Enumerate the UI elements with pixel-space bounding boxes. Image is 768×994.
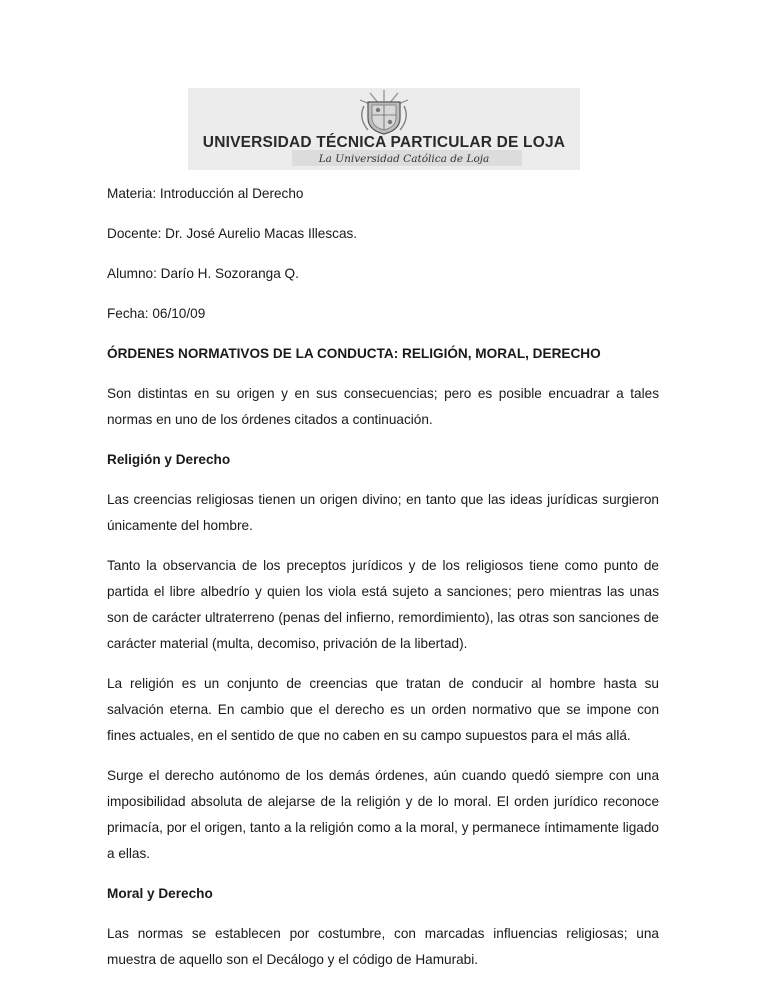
subject-line: Materia: Introducción al Derecho: [107, 186, 304, 201]
section-heading-moral: Moral y Derecho: [107, 886, 213, 901]
date-line: Fecha: 06/10/09: [107, 306, 206, 321]
section-heading-religion: Religión y Derecho: [107, 452, 231, 467]
paragraph: Las creencias religiosas tienen un origen divino; en tanto que las ideas jurídicas surgieron únicamente del hombre.: [107, 492, 659, 533]
university-logo: [188, 88, 580, 170]
paragraph: Surge el derecho autónomo de los demás órdenes, aún cuando quedó siempre con una imposibilidad absoluta de alejarse de la religión y de lo moral. El orden jurídico reconoce primacía, por el origen, tanto a la religión como a la moral, y permanece íntimamente ligado a ellas.: [107, 768, 659, 861]
document-title: ÓRDENES NORMATIVOS DE LA CONDUCTA: RELIGIÓN, MORAL, DERECHO: [107, 346, 601, 361]
logo-subtitle: La Universidad Católica de Loja: [318, 153, 490, 165]
paragraph: Las normas se establecen por costumbre, con marcadas influencias religiosas; una muestra de aquello son el Decálogo y el código de Hamurabi.: [107, 926, 659, 967]
intro-paragraph: Son distintas en su origen y en sus consecuencias; pero es posible encuadrar a tales normas en uno de los órdenes citados a continuación.: [107, 386, 659, 427]
paragraph: Tanto la observancia de los preceptos jurídicos y de los religiosos tiene como punto de partida el libre albedrío y quien los viola está sujeto a sanciones; pero mientras las unas son de carácter ultraterreno (penas del infierno, remordimiento), las otras son sanciones de carácter material (multa, decomiso, privación de la libertad).: [107, 558, 659, 651]
teacher-line: Docente: Dr. José Aurelio Macas Illescas.: [107, 226, 358, 241]
paragraph: La religión es un conjunto de creencias que tratan de conducir al hombre hasta su salvación eterna. En cambio que el derecho es un orden normativo que se impone con fines actuales, en el sentido de que no caben en su campo supuestos para el más allá.: [107, 676, 659, 743]
logo-title: UNIVERSIDAD TÉCNICA PARTICULAR DE LOJA: [202, 134, 566, 151]
student-line: Alumno: Darío H. Sozoranga Q.: [107, 266, 299, 281]
document-body: [107, 181, 659, 987]
